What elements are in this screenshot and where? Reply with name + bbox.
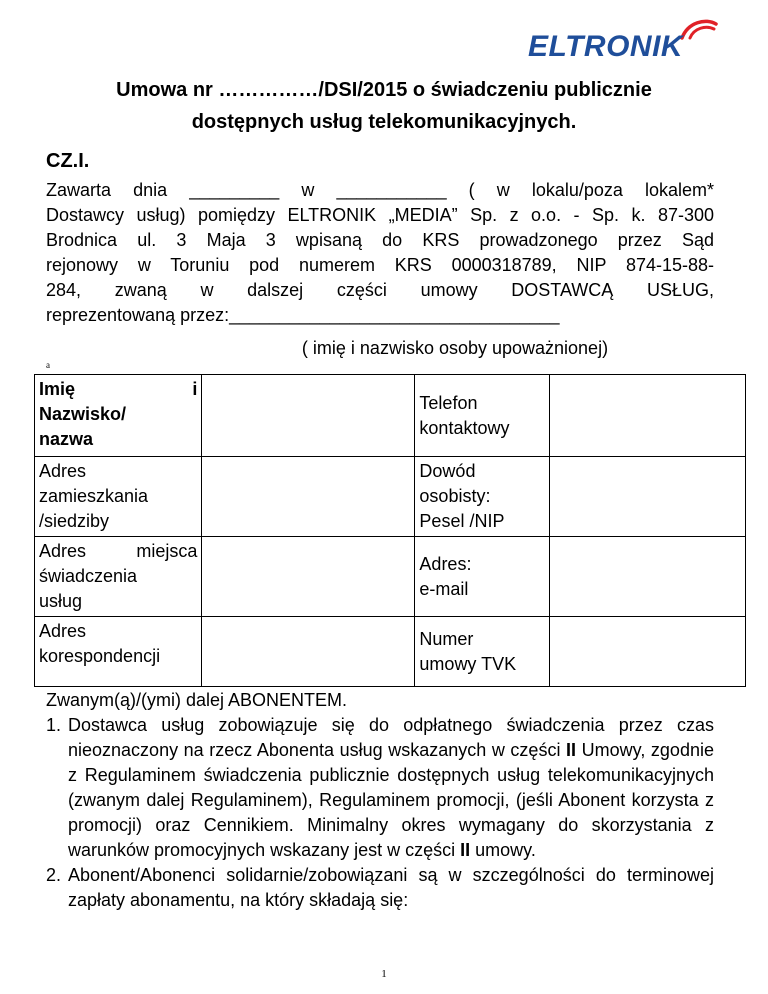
tiny-letter: a	[46, 360, 50, 370]
label-line: e-mail	[419, 578, 469, 599]
tvk-contract-number-value-field[interactable]	[549, 617, 746, 687]
title-line-2: dostępnych usług telekomunikacyjnych.	[191, 111, 577, 133]
item-text: umowy.	[470, 840, 536, 860]
item-number: 1.	[46, 715, 62, 735]
eltronik-logo	[528, 16, 724, 64]
label-line: Numer	[419, 628, 474, 649]
list-item	[46, 863, 714, 913]
intro-line: rejonowy w Toruniu pod numerem KRS 0000318789, NIP 874-15-88-	[46, 255, 714, 275]
id-document-value-field[interactable]	[549, 457, 746, 537]
logo-text: ELTRONIK	[528, 30, 684, 63]
title-line-1: Umowa nr ……………/DSI/2015 o świadczeniu publicznie	[116, 79, 652, 101]
page-number: 1	[381, 968, 387, 980]
label-line: umowy TVK	[419, 653, 517, 674]
intro-line: Brodnica ul. 3 Maja 3 wpisaną do KRS prowadzonego przez Sąd	[46, 230, 714, 250]
table-row	[35, 537, 746, 617]
representative-hint: ( imię i nazwisko osoby upoważnionej)	[301, 338, 609, 358]
label-line: Imię i	[39, 379, 198, 399]
label-line: Adres:	[419, 553, 472, 574]
contract-title	[40, 74, 728, 138]
label-address	[35, 457, 202, 537]
label-line: Adres miejsca	[39, 541, 198, 561]
client-data-table	[34, 374, 746, 687]
label-line: kontaktowy	[419, 417, 510, 438]
terms-list	[46, 713, 714, 913]
label-line: /siedziby	[39, 511, 110, 531]
address-value-field[interactable]	[202, 457, 415, 537]
label-line: Adres	[39, 461, 87, 481]
table-row	[35, 617, 746, 687]
section-heading: CZ.I.	[46, 150, 90, 172]
subscriber-line: Zwanym(ą)/(ymi) dalej ABONENTEM.	[46, 690, 348, 710]
intro-line: Zawarta dnia _________ w ___________ ( w lokalu/poza lokalem*	[46, 180, 714, 200]
label-line: Telefon	[419, 392, 478, 413]
table-row	[35, 375, 746, 457]
label-line: Adres	[39, 621, 87, 641]
intro-line: Dostawcy usług) pomiędzy ELTRONIK „MEDIA” Sp. z o.o. - Sp. k. 87-300	[46, 205, 714, 225]
item-text: Abonent/Abonenci solidarnie/zobowiązani są w szczególności do terminowej zapłaty abonamentu, na który składają się:	[68, 865, 714, 910]
label-service-address	[35, 537, 202, 617]
correspondence-address-value-field[interactable]	[202, 617, 415, 687]
label-line: osobisty:	[419, 486, 491, 506]
label-line: zamieszkania	[39, 486, 149, 506]
label-phone	[415, 375, 549, 457]
item-text: Dostawca usług zobowiązuje się do odpłatnego świadczenia przez czas nieoznaczony na rzecz Abonenta usług wskazanych w części	[68, 715, 714, 760]
label-line: Nazwisko/	[39, 404, 127, 424]
list-item	[46, 713, 714, 863]
table-row	[35, 457, 746, 537]
item-bold: II	[566, 740, 577, 760]
label-line: usług	[39, 591, 83, 611]
item-number: 2.	[46, 865, 62, 885]
intro-line-representative: reprezentowaną przez:_________________________________	[46, 305, 560, 325]
label-email	[415, 537, 549, 617]
name-value-field[interactable]	[202, 375, 415, 457]
phone-value-field[interactable]	[549, 375, 746, 457]
label-line: świadczenia	[39, 566, 138, 586]
label-name	[35, 375, 202, 457]
label-line: nazwa	[39, 429, 94, 449]
intro-line: 284, zwaną w dalszej części umowy DOSTAWCĄ USŁUG,	[46, 280, 714, 300]
label-id-document	[415, 457, 549, 537]
label-line: korespondencji	[39, 646, 161, 666]
service-address-value-field[interactable]	[202, 537, 415, 617]
item-bold: II	[460, 840, 471, 860]
label-line: Dowód	[419, 461, 476, 481]
email-value-field[interactable]	[549, 537, 746, 617]
label-tvk-contract-number	[415, 617, 549, 687]
label-line: Pesel /NIP	[419, 511, 505, 531]
label-correspondence-address	[35, 617, 202, 687]
item-text: Umowy, zgodnie z Regulaminem świadczenia publicznie dostępnych usług telekomunikacyjnych (zwanym dalej Regulaminem), Regulaminem promocji, (jeśli Abonent korzysta z promocji) oraz Cennikiem. Minimalny okres wymagany do skorzystania z warunków promocyjnych wskazany jest w części	[68, 740, 714, 860]
